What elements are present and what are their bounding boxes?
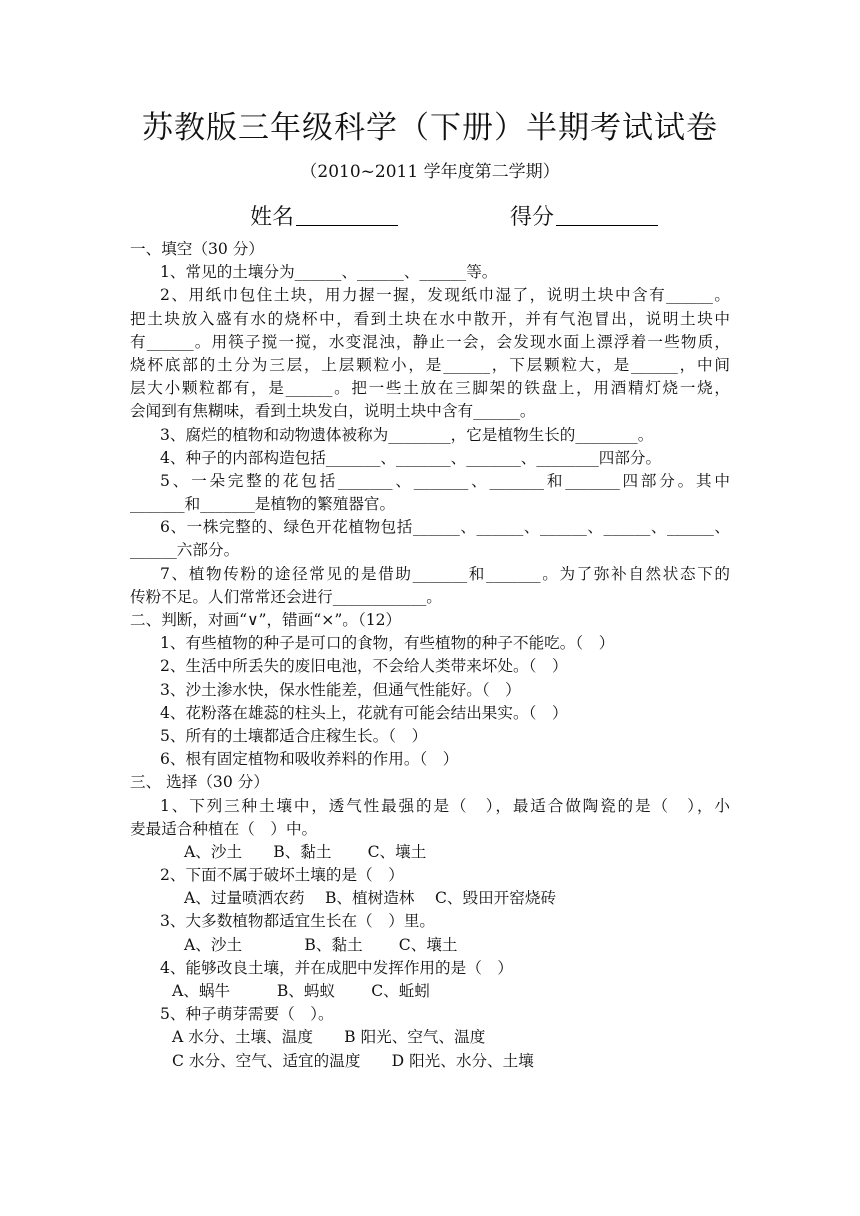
exam-line: A、蜗牛 B、蚂蚁 C、蚯蚓 [172, 982, 430, 1000]
exam-line: 7、植物传粉的途径常见的是借助_______和_______。为了弥补自然状态下的 [160, 564, 730, 583]
exam-line: 1、下列三种土壤中，透气性最强的是（ ），最适合做陶瓷的是（ ），小 [160, 796, 730, 815]
exam-subtitle: （2010~2011 学年度第二学期） [300, 162, 560, 182]
score-blank[interactable] [556, 203, 658, 226]
exam-line: A、沙土 B、黏土 C、壤土 [184, 935, 458, 954]
exam-line: 4、能够改良土壤，并在成肥中发挥作用的是（ ） [160, 958, 513, 977]
exam-line: ______六部分。 [130, 541, 240, 560]
exam-line: 3、沙土渗水快，保水性能差，但通气性能好。（ ） [160, 680, 521, 699]
exam-line: 3、大多数植物都适宜生长在（ ）里。 [160, 912, 436, 931]
exam-line: 6、一株完整的、绿色开花植物包括______、______、______、______、______、 [160, 518, 730, 537]
score-label: 得分 [510, 205, 555, 230]
exam-line: 1、有些植物的种子是可口的食物，有些植物的种子不能吃。（ ） [160, 634, 615, 653]
exam-line: 5、种子萌芽需要（ ）。 [160, 1005, 334, 1024]
exam-line: 会闻到有焦糊味，看到土块发白，说明土块中含有______。 [130, 402, 536, 421]
exam-line: 3、腐烂的植物和动物遗体被称为________，它是植物生长的________。 [160, 425, 654, 444]
exam-title: 苏教版三年级科学（下册）半期考试试卷 [142, 110, 718, 146]
exam-line: 把土块放入盛有水的烧杯中，看到土块在水中散开，并有气泡冒出，说明土块中 [130, 309, 730, 328]
exam-line: 5、一朵完整的花包括_______、_______、_______和_______四部分。其中 [160, 471, 730, 490]
exam-line: C 水分、空气、适宜的温度 D 阳光、水分、土壤 [172, 1051, 534, 1070]
exam-line: 2、下面不属于破坏土壤的是（ ） [160, 866, 404, 885]
exam-line: A、过量喷洒农药 B、植树造林 C、毁田开窑烧砖 [184, 889, 557, 908]
exam-line: 6、根有固定植物和吸收养料的作用。（ ） [160, 750, 459, 769]
exam-line: 二、判断，对画“∨”，错画“×”。（12） [130, 611, 402, 629]
exam-line: 2、生活中所丢失的废旧电池，不会给人类带来坏处。（ ） [160, 657, 568, 676]
exam-line: 传粉不足。人们常常还会进行____________。 [130, 587, 442, 606]
exam-line: 三、 选择（30 分） [130, 773, 269, 792]
name-blank[interactable] [296, 203, 398, 226]
exam-line: 一、填空（30 分） [130, 240, 264, 258]
exam-line: 1、常见的土壤分为______、______、______等。 [160, 263, 498, 282]
exam-line: 层大小颗粒都有，是______。把一些土放在三脚架的铁盘上，用酒精灯烧一烧， [130, 379, 730, 398]
exam-line: A、沙土 B、黏土 C、壤土 [184, 842, 427, 861]
exam-line: _______和_______是植物的繁殖器官。 [130, 495, 396, 514]
exam-line: 5、所有的土壤都适合庄稼生长。（ ） [160, 726, 428, 745]
exam-line: 麦最适合种植在（ ）中。 [130, 819, 318, 838]
exam-line: 烧杯底部的土分为三层，上层颗粒小，是______，下层颗粒大，是______，中间 [130, 355, 730, 374]
exam-line: 4、种子的内部构造包括_______、_______、_______、________四部分。 [160, 448, 662, 467]
exam-line: 4、花粉落在雄蕊的柱头上，花就有可能会结出果实。（ ） [160, 703, 568, 722]
exam-line: 有______。用筷子搅一搅，水变混浊，静止一会，会发现水面上漂浮着一些物质， [130, 332, 730, 351]
exam-body [130, 238, 730, 1073]
exam-line: A 水分、土壤、温度 B 阳光、空气、温度 [172, 1028, 486, 1047]
name-label: 姓名 [250, 205, 295, 230]
exam-line: 2、用纸巾包住土块，用力握一握，发现纸巾湿了，说明土块中含有______。 [160, 286, 730, 305]
name-score-bar [250, 202, 658, 234]
